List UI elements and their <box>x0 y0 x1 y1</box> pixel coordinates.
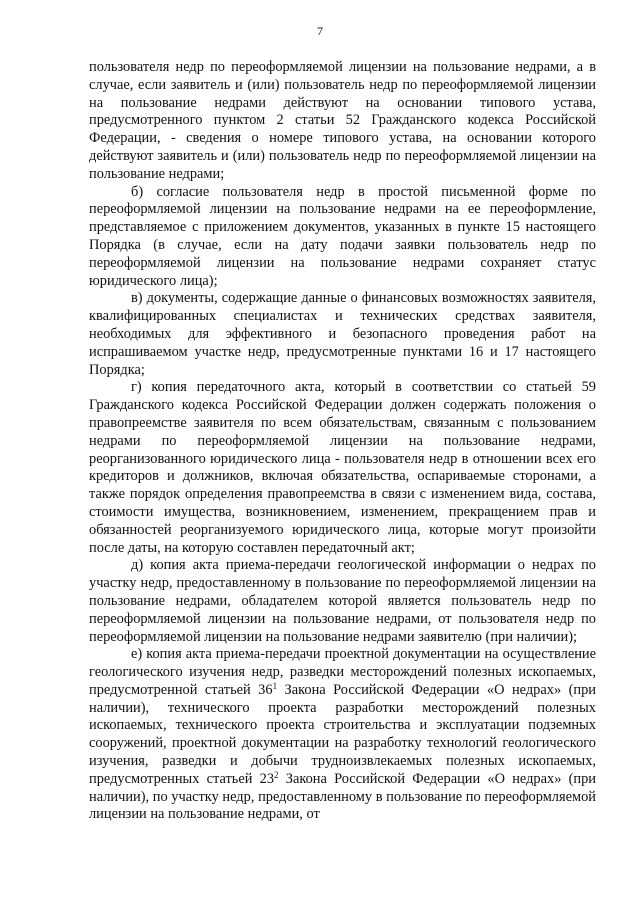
paragraph-item-e-part-1: е) копия акта приема-передачи проектной документации на осуществление геологического изучения недр, разведки месторождений полезных ископаемых, предусмотренной статьей 36 <box>89 646 596 698</box>
superscript-article-23-2: 2 <box>274 769 279 780</box>
paragraph-continuation: пользователя недр по переоформляемой лицензии на пользование недрами, а в случае, если заявитель и (или) пользователь недр по переоформляемой лицензии на пользование недрами действуют на основании типового устава, предусмотренного пунктом 2 статьи 52 Гражданского кодекса Российской Федерации, - сведения о номере типового устава, на основании которого действуют заявитель и (или) пользователь недр по переоформляемой лицензии на пользование недрами; <box>89 59 596 182</box>
document-body <box>89 59 596 824</box>
paragraph-item-e <box>89 646 596 824</box>
page-number: 7 <box>317 24 323 38</box>
superscript-article-36-1: 1 <box>272 680 278 691</box>
paragraph-item-b: б) согласие пользователя недр в простой письменной форме по переоформляемой лицензии на пользование недрами на ее переоформление, представляемое с приложением документов, указанных в пункте 15 настоящего Порядка (в случае, если на дату подачи заявки пользователь недр по переоформляемой лицензии на пользование недрами сохраняет статус юридического лица); <box>89 183 596 289</box>
paragraph-item-d: д) копия акта приема-передачи геологической информации о недрах по участку недр, предоставленному в пользование по переоформляемой лицензии на пользование недрами, обладателем которой является пользователь недр по переоформляемой лицензии на пользование недрами, от пользователя недр по переоформляемой лицензии на пользование недрами заявителю (при наличии); <box>89 557 596 645</box>
paragraph-item-g: г) копия передаточного акта, который в соответствии со статьей 59 Гражданского кодекса Российской Федерации должен содержать положения о правопреемстве заявителя по всем обязательствам, связанным с пользованием недрами по переоформляемой лицензии на пользование недрами, реорганизованного юридического лица - пользователя недр в отношении всех его кредиторов и должников, включая обязательства, оспариваемые сторонами, а также порядок определения правопреемства в связи с изменением вида, состава, стоимости имущества, возникновением, изменением, прекращением прав и обязанностей реорганизуемого юридического лица, которые могут произойти после даты, на которую составлен передаточный акт; <box>89 379 596 556</box>
paragraph-item-e-part-3: Закона Российской Федерации «О недрах» (при наличии), по участку недр, предоставленному в пользование по переоформляемой лицензии на пользование недрами, от <box>89 770 596 823</box>
paragraph-item-v: в) документы, содержащие данные о финансовых возможностях заявителя, квалифицированных специалистах и технических средствах заявителя, необходимых для эффективного и безопасного проведения работ на испрашиваемом участке недр, предусмотренные пунктами 16 и 17 настоящего Порядка; <box>89 290 596 378</box>
paragraph-item-e-part-2: Закона Российской Федерации «О недрах» (при наличии), технического проекта разработки месторождений полезных ископаемых, технического проекта строительства и эксплуатации подземных сооружений, проектной документации на разработку технологий геологического изучения, разведки и добычи трудноизвлекаемых полезных ископаемых, предусмотренных статьей 23 <box>89 681 597 787</box>
